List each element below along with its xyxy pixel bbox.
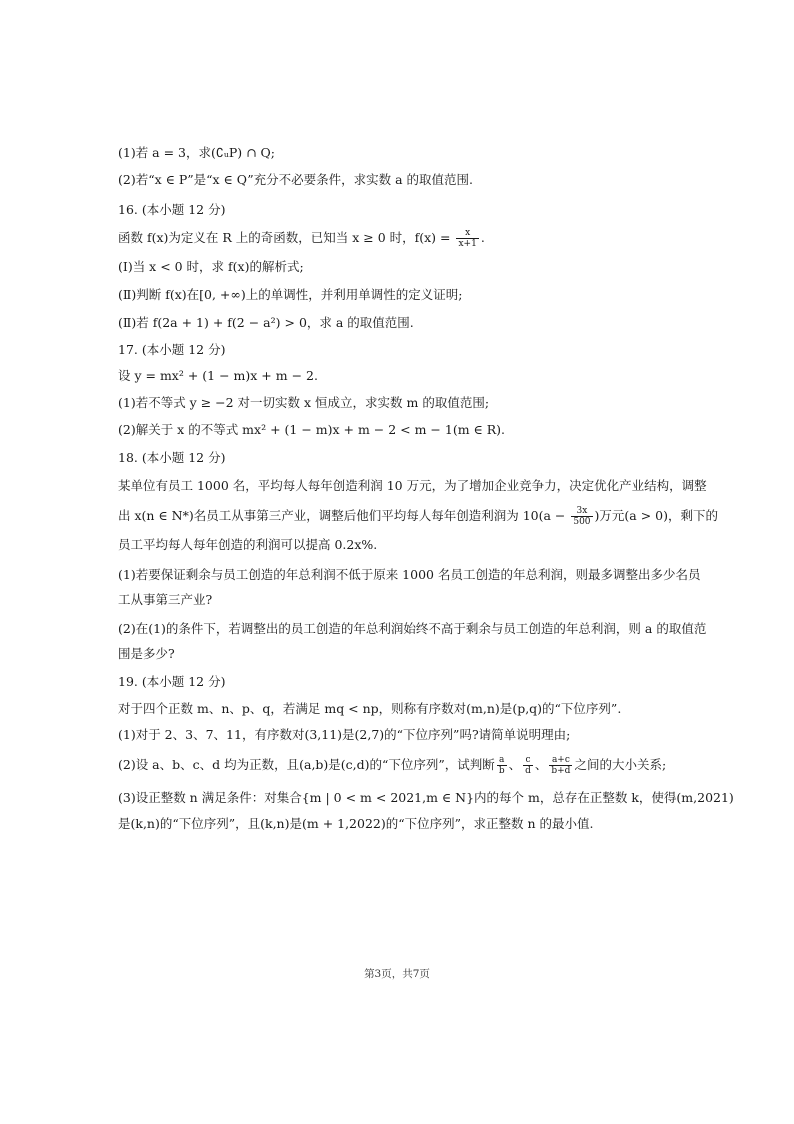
- q18-stem-text: 出 x(n ∈ N*)名员工从事第三产业，调整后他们平均每人每年创造利润为 10(a −: [118, 508, 570, 523]
- q19-fraction-sum: [549, 755, 572, 776]
- q18-header: 18. (本小题 12 分): [118, 450, 226, 465]
- q16-fraction: [456, 228, 478, 249]
- q18-part1-line2: 工从事第三产业?: [118, 592, 213, 607]
- q16-frac-den: x+1: [458, 239, 477, 249]
- q15-part2: (2)若“x ∈ P”是“x ∈ Q”充分不必要条件，求实数 a 的取值范围.: [118, 172, 474, 187]
- q18-stem-line3: 员工平均每人每年创造的利润可以提高 0.2x%.: [118, 537, 378, 552]
- q19-part3-line1: (3)设正整数 n 满足条件：对集合{m | 0 < m < 2021,m ∈ N}内的每个 m，总存在正整数 k，使得(m,2021): [118, 790, 734, 805]
- q15-part1: (1)若 a = 3，求(∁ᵤP) ∩ Q;: [118, 145, 275, 160]
- page-number: 第3页，共7页: [364, 968, 430, 980]
- q18-frac-num: 3x: [571, 506, 592, 517]
- q19-header: 19. (本小题 12 分): [118, 674, 226, 689]
- q18-part2-line2: 围是多少?: [118, 646, 175, 661]
- q19-sep1: 、: [508, 757, 522, 772]
- q19-part2-end: 之间的大小关系;: [574, 757, 667, 772]
- q16-header: 16. (本小题 12 分): [118, 202, 226, 217]
- q18-stem-line1: 某单位有员工 1000 名，平均每人每年创造利润 10 万元，为了增加企业竞争力，决定优化产业结构，调整: [118, 478, 707, 493]
- q16-part1: (Ⅰ)当 x < 0 时，求 f(x)的解析式;: [118, 259, 304, 274]
- q19-stem: 对于四个正数 m、n、p、q，若满足 mq < np，则称有序数对(m,n)是(p,q)的“下位序列”.: [118, 701, 622, 716]
- q19-part1: (1)对于 2、3、7、11，有序数对(3,11)是(2,7)的“下位序列”吗?请简单说明理由;: [118, 727, 571, 742]
- q18-fraction: [571, 506, 592, 527]
- q17-part2: (2)解关于 x 的不等式 mx² + (1 − m)x + m − 2 < m − 1(m ∈ R).: [118, 422, 506, 437]
- q16-frac-num: x: [456, 228, 478, 239]
- q18-part2-line1: (2)在(1)的条件下，若调整出的员工创造的年总利润始终不高于剩余与员工创造的年总利润，则 a 的取值范: [118, 621, 707, 636]
- q19-part2-text: (2)设 a、b、c、d 均为正数，且(a,b)是(c,d)的“下位序列”，试判断: [118, 757, 495, 772]
- q16-stem-text: 函数 f(x)为定义在 R 上的奇函数，已知当 x ≥ 0 时，f(x) =: [118, 230, 455, 245]
- q16-part2: (Ⅱ)判断 f(x)在[0, +∞)上的单调性，并利用单调性的定义证明;: [118, 287, 463, 302]
- q16-stem: [118, 228, 694, 249]
- q19-f3-den: b+d: [551, 766, 571, 776]
- q19-f2-num: c: [523, 755, 533, 766]
- q19-part3-line2: 是(k,n)的“下位序列”，且(k,n)是(m + 1,2022)的“下位序列”，求正整数 n 的最小值.: [118, 816, 594, 831]
- q16-part3: (Ⅱ)若 f(2a + 1) + f(2 − a²) > 0，求 a 的取值范围.: [118, 315, 414, 330]
- q16-stem-end: .: [480, 230, 485, 245]
- q19-fraction-c-d: [523, 755, 533, 776]
- q17-stem: 设 y = mx² + (1 − m)x + m − 2.: [118, 368, 318, 383]
- q18-stem-text-end: )万元(a > 0)，剩下的: [594, 508, 719, 523]
- q19-fraction-a-b: [497, 755, 507, 776]
- q17-header: 17. (本小题 12 分): [118, 342, 226, 357]
- q18-part1-line1: (1)若要保证剩余与员工创造的年总利润不低于原来 1000 名员工创造的年总利润，则最多调整出多少名员: [118, 567, 701, 582]
- q19-f3-num: a+c: [549, 755, 572, 766]
- q18-frac-den: 500: [573, 517, 591, 527]
- q19-f1-den: b: [498, 766, 505, 776]
- q17-part1: (1)若不等式 y ≥ −2 对一切实数 x 恒成立，求实数 m 的取值范围;: [118, 395, 490, 410]
- q19-f2-den: d: [525, 766, 531, 776]
- q18-stem-line2: [118, 506, 719, 527]
- q19-f1-num: a: [497, 755, 507, 766]
- q19-sep2: 、: [534, 757, 548, 772]
- q19-part2: [118, 755, 694, 776]
